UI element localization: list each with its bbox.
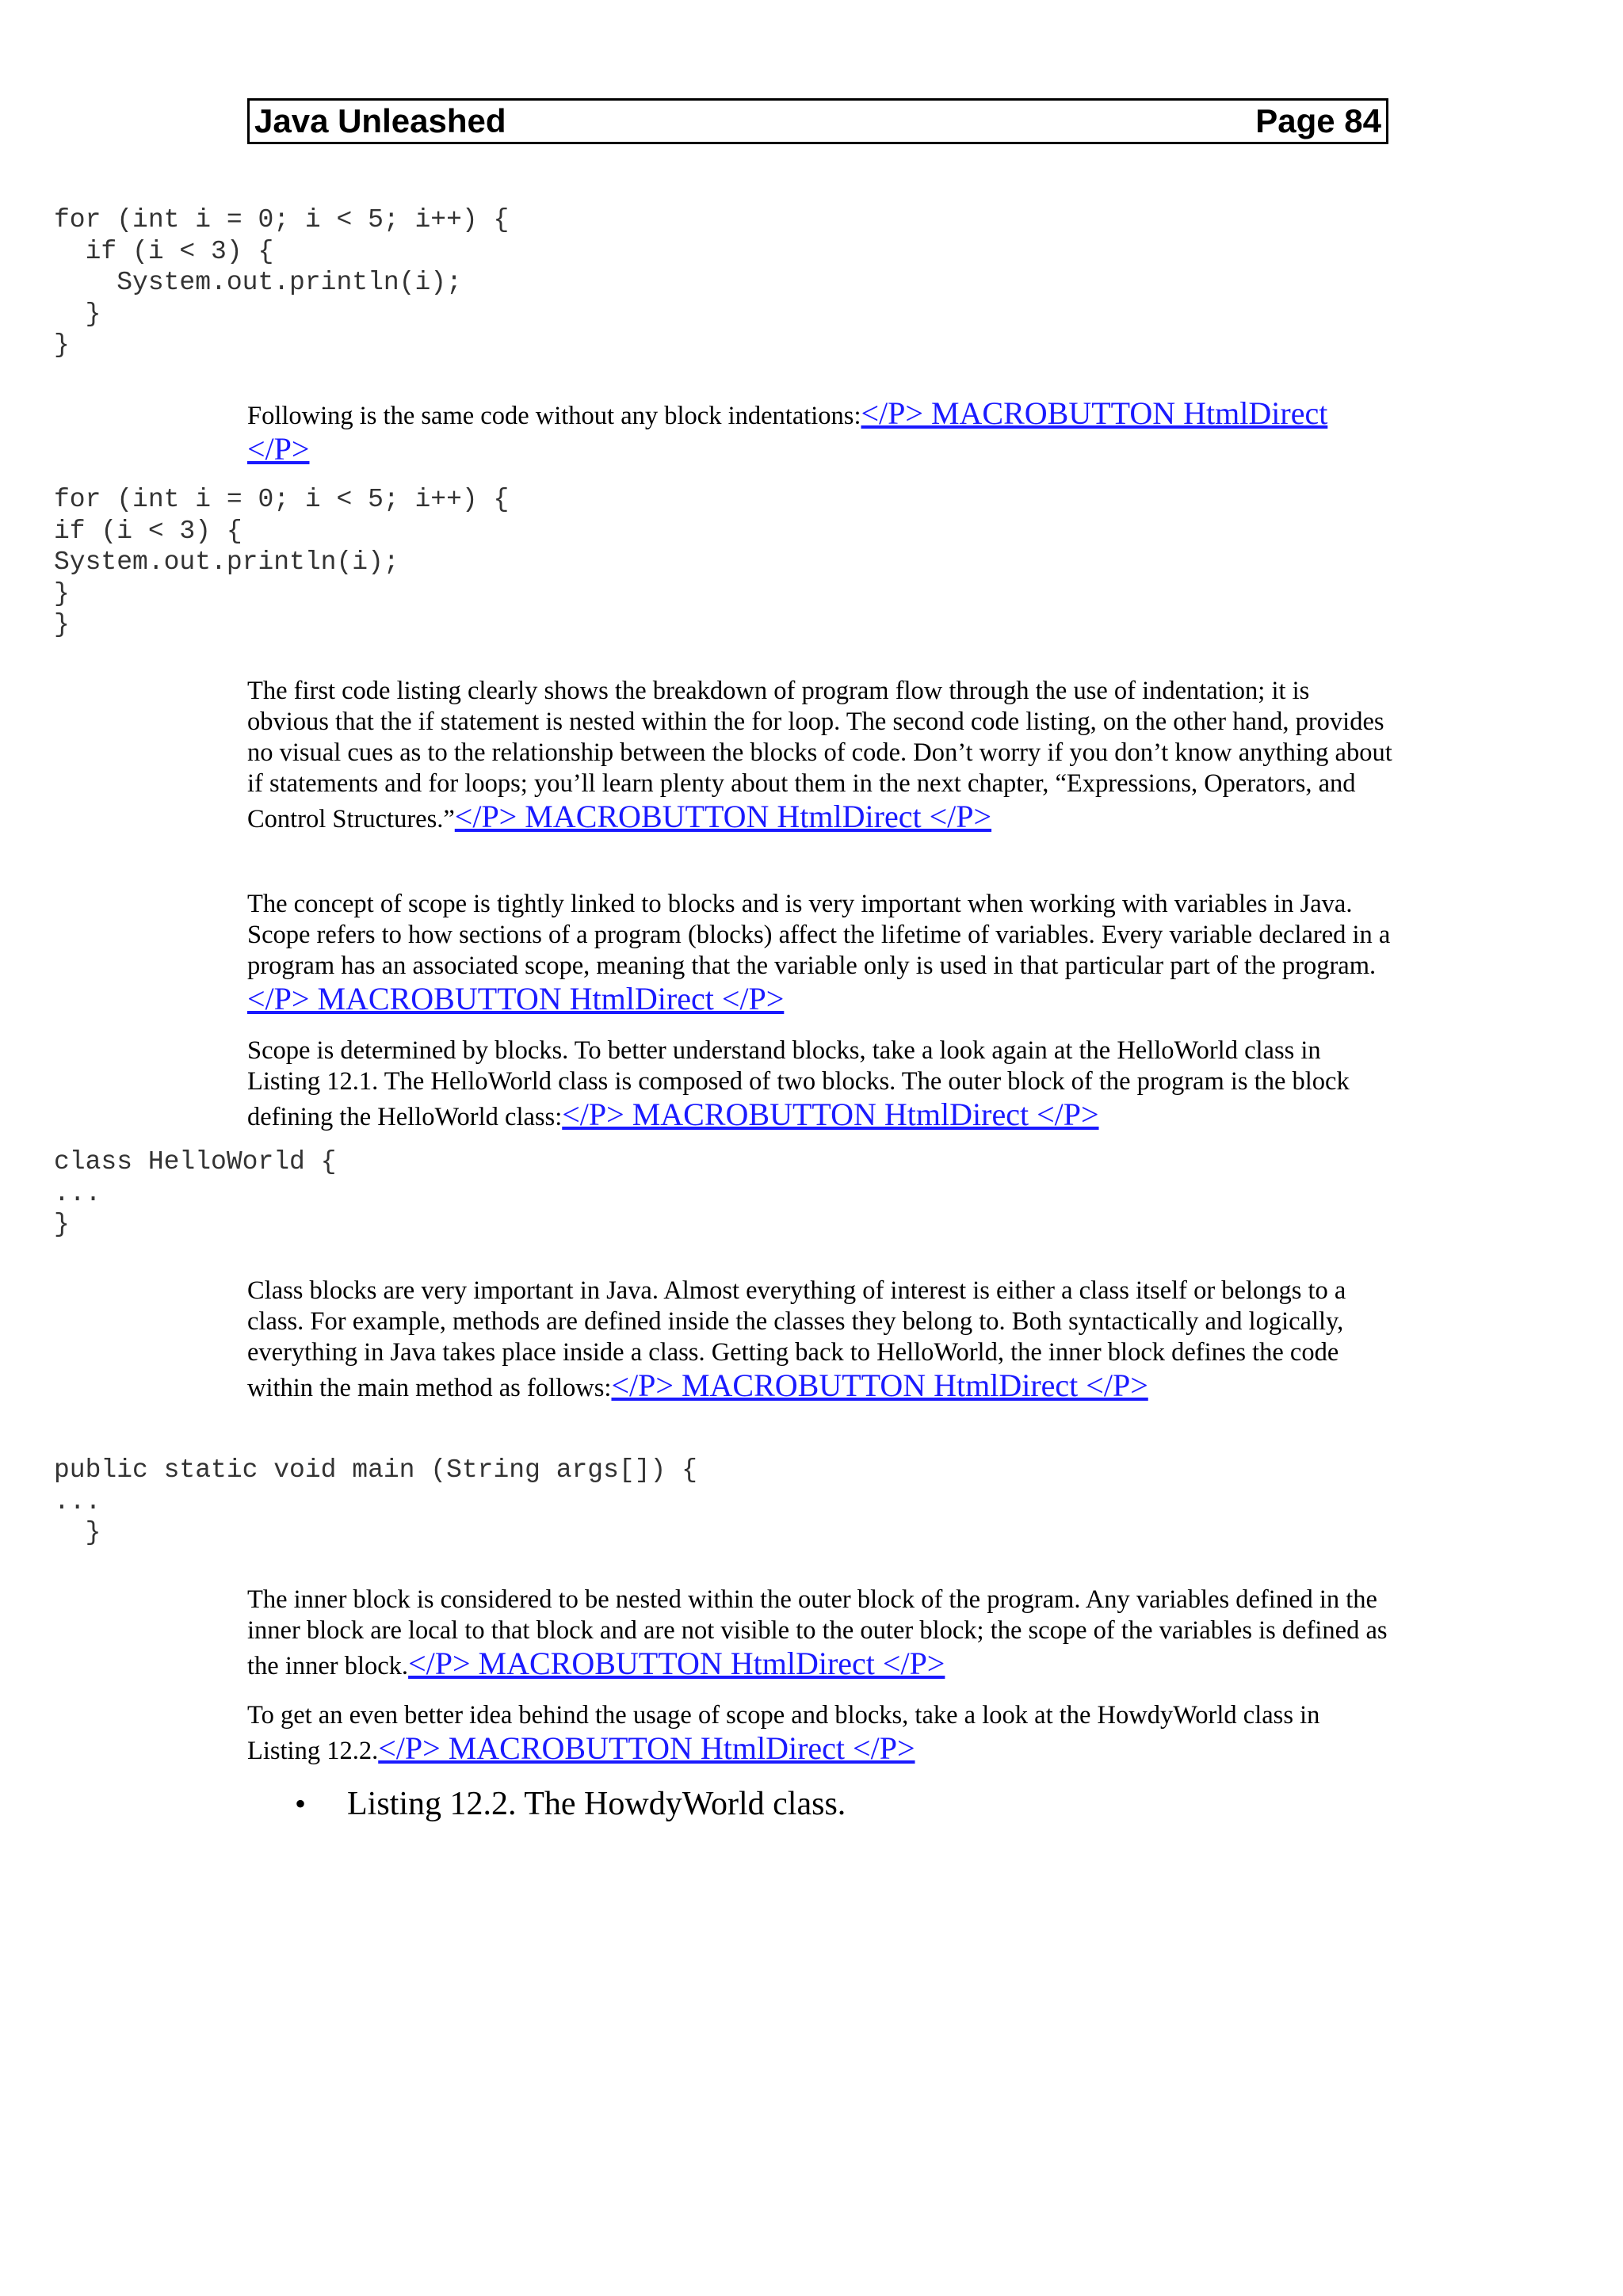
paragraph-text: The first code listing clearly shows the breakdown of program flow through the use of indentation; it is obvious that the if statement is nested within the for loop. The second code listing, on the other hand, provides no visual cues as to the relationship between the blocks of code. Don’t worry if you don’t know anything about if statements and for loops; you’ll learn plenty about them in the next chapter, “Expressions, Operators, and Control Structures.”: [247, 677, 1392, 833]
paragraph-class-blocks: [247, 1276, 1395, 1404]
paragraph-inner-block: [247, 1585, 1395, 1682]
paragraph-text: To get an even better idea behind the usage of scope and blocks, take a look at the HowdyWorld class in Listing 12.2.: [247, 1701, 1320, 1765]
macrobutton-link[interactable]: </P> MACROBUTTON HtmlDirect </P>: [562, 1097, 1099, 1132]
page-header: [247, 98, 1388, 144]
book-title: Java Unleashed: [254, 102, 506, 139]
macrobutton-link[interactable]: </P> MACROBUTTON HtmlDirect </P>: [247, 395, 1328, 467]
code-listing-helloworld-class: class HelloWorld { ... }: [54, 1147, 337, 1239]
paragraph-indentation-explained: [247, 676, 1395, 835]
paragraph-text: Scope is determined by blocks. To better understand blocks, take a look again at the HelloWorld class in Listing 12.1. The HelloWorld class is composed of two blocks. The outer block of the program is the block defining the HelloWorld class:: [247, 1036, 1350, 1131]
bullet-icon: •: [295, 1786, 307, 1821]
macrobutton-link[interactable]: </P> MACROBUTTON HtmlDirect </P>: [611, 1367, 1148, 1403]
paragraph-scope-concept: [247, 889, 1395, 1017]
macrobutton-link[interactable]: </P> MACROBUTTON HtmlDirect </P>: [408, 1646, 945, 1681]
paragraph-text: The concept of scope is tightly linked to blocks and is very important when working with variables in Java. Scope refers to how sections of a program (blocks) affect the lifetime of variables. Every variable declared in a program has an associated scope, meaning that the variable only is used in that particular part of the program.: [247, 890, 1391, 980]
macrobutton-link[interactable]: </P> MACROBUTTON HtmlDirect </P>: [378, 1730, 915, 1766]
code-listing-unindented: for (int i = 0; i < 5; i++) { if (i < 3) { System.out.println(i); } }: [54, 485, 510, 639]
paragraph-text: Following is the same code without any block indentations:: [247, 402, 861, 430]
paragraph-howdyworld-intro: [247, 1700, 1395, 1767]
page-number: Page 84: [1255, 102, 1381, 139]
macrobutton-link[interactable]: </P> MACROBUTTON HtmlDirect </P>: [247, 981, 785, 1016]
paragraph-no-indent-intro: [247, 396, 1395, 467]
paragraph-text: Class blocks are very important in Java. Almost everything of interest is either a class itself or belongs to a class. For example, methods are defined inside the classes they belong to. Both syntactically and logically, everything in Java takes place inside a class. Getting back to HelloWorld, the inner block defines the code within the main method as follows:: [247, 1276, 1346, 1402]
code-listing-main-method: public static void main (String args[]) { ... }: [54, 1455, 697, 1547]
paragraph-text: The inner block is considered to be nested within the outer block of the program. Any variables defined in the inner block are local to that block and are not visible to the outer block; the scope of the variables is defined as the inner block.: [247, 1585, 1388, 1680]
paragraph-scope-blocks: [247, 1035, 1395, 1133]
listing-caption-bullet: [295, 1784, 846, 1824]
macrobutton-link[interactable]: </P> MACROBUTTON HtmlDirect </P>: [454, 799, 992, 834]
code-listing-indented: for (int i = 0; i < 5; i++) { if (i < 3) { System.out.println(i); } }: [54, 205, 510, 360]
listing-caption: Listing 12.2. The HowdyWorld class.: [347, 1786, 846, 1822]
